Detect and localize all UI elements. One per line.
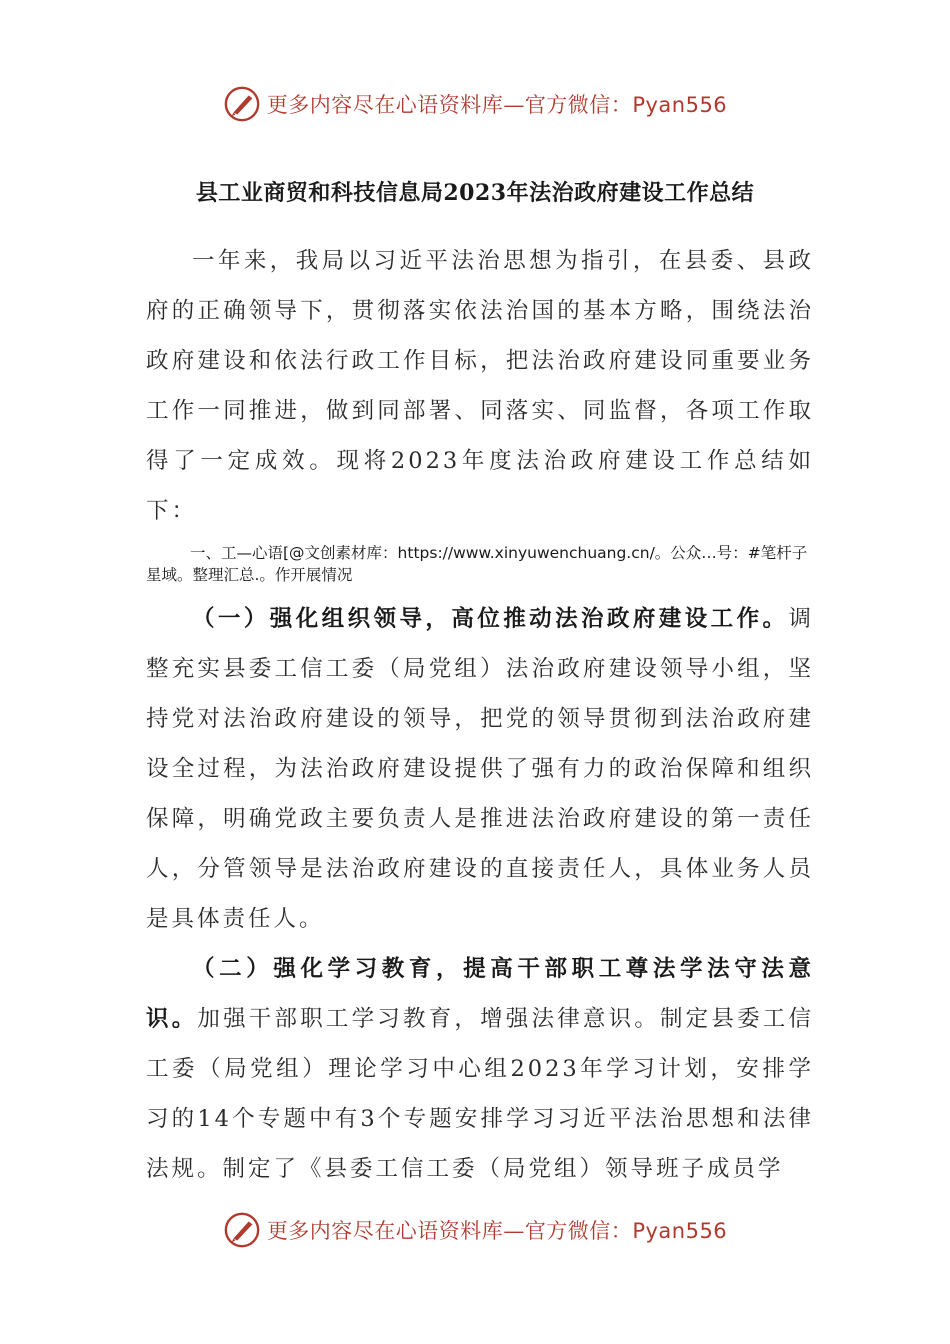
item1-heading: （一）强化组织领导，高位推动法治政府建设工作。 (192, 606, 789, 632)
watermark-banner-bottom (0, 1208, 950, 1252)
watermark-banner-top (0, 82, 950, 126)
item2-paragraph (146, 944, 814, 1194)
watermark-text: 更多内容尽在心语资料库—官方微信：Pyan556 (266, 93, 728, 117)
watermark-text: 更多内容尽在心语资料库—官方微信：Pyan556 (266, 1219, 728, 1243)
pen-logo-icon (223, 85, 261, 123)
item1-paragraph (146, 594, 814, 944)
document-title: 县工业商贸和科技信息局2023年法治政府建设工作总结 (195, 180, 755, 206)
section-heading: 一、工—心语[@文创素材库：https://www.xinyuwenchuang.cn/。公众…号：#笔杆子星域。整理汇总.。作开展情况 (146, 544, 808, 584)
pen-logo-icon (223, 1211, 261, 1249)
item2-body: 加强干部职工学习教育，增强法律意识。制定县委工信工委（局党组）理论学习中心组2023年学习计划，安排学习的14个专题中有3个专题安排学习习近平法治思想和法律法规。制定了《县委工信工委（局党组）领导班子成员学 (146, 1006, 814, 1182)
item2-heading: （二）强化学习教育，提高干部职工尊法学法守法意识。 (146, 956, 814, 1032)
intro-paragraph: 一年来，我局以习近平法治思想为指引，在县委、县政府的正确领导下，贯彻落实依法治国的基本方略，围绕法治政府建设和依法行政工作目标，把法治政府建设同重要业务工作一同推进，做到同部署、同落实、同监督，各项工作取得了一定成效。现将2023年度法治政府建设工作总结如下： (146, 248, 814, 524)
item1-body: 调整充实县委工信工委（局党组）法治政府建设领导小组，坚持党对法治政府建设的领导，把党的领导贯彻到法治政府建设全过程，为法治政府建设提供了强有力的政治保障和组织保障，明确党政主要负责人是推进法治政府建设的第一责任人，分管领导是法治政府建设的直接责任人，具体业务人员是具体责任人。 (146, 606, 814, 932)
document-body (146, 236, 814, 1194)
